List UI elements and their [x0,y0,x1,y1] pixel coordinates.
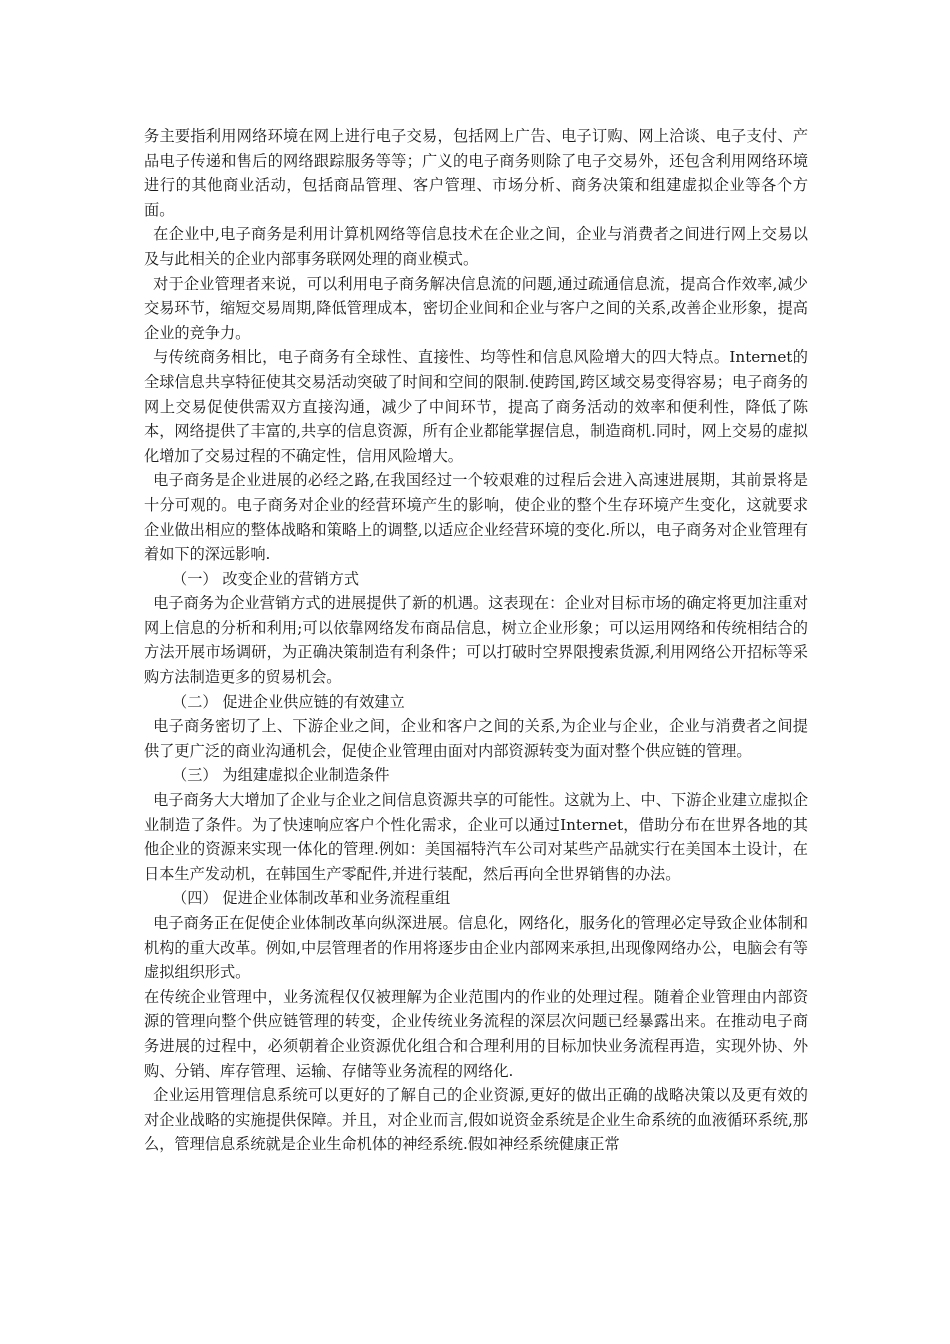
paragraph-9: 电子商务正在促使企业体制改革向纵深进展。信息化，网络化，服务化的管理必定导致企业体制和机构的重大改革。例如,中层管理者的作用将逐步由企业内部网来承担,出现像网络办公，电脑会有等虚拟组织形式。 [144,914,808,982]
section-heading-1: （一） 改变企业的营销方式 [172,569,360,588]
paragraph-2: 在企业中,电子商务是利用计算机网络等信息技术在企业之间，企业与消费者之间进行网上交易以及与此相关的企业内部事务联网处理的商业模式。 [144,225,808,268]
paragraph-8: 电子商务大大增加了企业与企业之间信息资源共享的可能性。这就为上、中、下游企业建立虚拟企业制造了条件。为了快速响应客户个性化需求，企业可以通过Internet，借助分布在世界各地的其他企业的资源来实现一体化的管理.例如：美国福特汽车公司对某些产品就实行在美国本土设计，在日本生产发动机，在韩国生产零配件,并进行装配，然后再向全世界销售的办法。 [144,791,808,883]
paragraph-5: 电子商务是企业进展的必经之路,在我国经过一个较艰难的过程后会进入高速进展期，其前景将是十分可观的。电子商务对企业的经营环境产生的影响，使企业的整个生存环境产生变化，这就要求企业做出相应的整体战略和策略上的调整,以适应企业经营环境的变化.所以，电子商务对企业管理有着如下的深远影响. [144,471,808,564]
section-heading-3: （三） 为组建虚拟企业制造条件 [172,766,390,785]
paragraph-7: 电子商务密切了上、下游企业之间，企业和客户之间的关系,为企业与企业，企业与消费者之间提供了更广泛的商业沟通机会，促使企业管理由面对内部资源转变为面对整个供应链的管理。 [144,717,808,760]
paragraph-11: 企业运用管理信息系统可以更好的了解自己的企业资源,更好的做出正确的战略决策以及更有效的对企业战略的实施提供保障。并且，对企业而言,假如说资金系统是企业生命系统的血液循环系统,那么，管理信息系统就是企业生命机体的神经系统.假如神经系统健康正常 [144,1086,808,1154]
paragraph-1: 务主要指利用网络环境在网上进行电子交易，包括网上广告、电子订购、网上洽谈、电子支付、产品电子传递和售后的网络跟踪服务等等；广义的电子商务则除了电子交易外，还包含利用网络环境进行的其他商业活动，包括商品管理、客户管理、市场分析、商务决策和组建虚拟企业等各个方面。 [144,127,808,219]
paragraph-3: 对于企业管理者来说，可以利用电子商务解决信息流的问题,通过疏通信息流，提高合作效率,减少交易环节，缩短交易周期,降低管理成本，密切企业间和企业与客户之间的关系,改善企业形象，提高企业的竞争力。 [144,274,808,342]
paragraph-6: 电子商务为企业营销方式的进展提供了新的机遇。这表现在：企业对目标市场的确定将更加注重对网上信息的分析和利用;可以依靠网络发布商品信息，树立企业形象；可以运用网络和传统相结合的方法开展市场调研，为正确决策制造有利条件；可以打破时空界限搜索货源,利用网络公开招标等采购方法制造更多的贸易机会。 [144,594,808,687]
section-heading-4: （四） 促进企业体制改革和业务流程重组 [172,889,451,908]
paragraph-4: 与传统商务相比，电子商务有全球性、直接性、均等性和信息风险增大的四大特点。Internet的全球信息共享特征使其交易活动突破了时间和空间的限制.使跨国,跨区域交易变得容易；电子商务的网上交易促使供需双方直接沟通，减少了中间环节，提高了商务活动的效率和便利性，降低了陈本，网络提供了丰富的,共享的信息资源，所有企业都能掌握信息，制造商机.同时，网上交易的虚拟化增加了交易过程的不确定性，信用风险增大。 [144,348,808,465]
document-page [144,124,808,1157]
paragraph-10: 在传统企业管理中，业务流程仅仅被理解为企业范围内的作业的处理过程。随着企业管理由内部资源的管理向整个供应链管理的转变，企业传统业务流程的深层次问题已经暴露出来。在推动电子商务进展的过程中，必须朝着企业资源优化组合和合理利用的目标加快业务流程再造，实现外协、外购、分销、库存管理、运输、存储等业务流程的网络化. [144,987,808,1080]
section-heading-2: （二） 促进企业供应链的有效建立 [172,692,405,711]
